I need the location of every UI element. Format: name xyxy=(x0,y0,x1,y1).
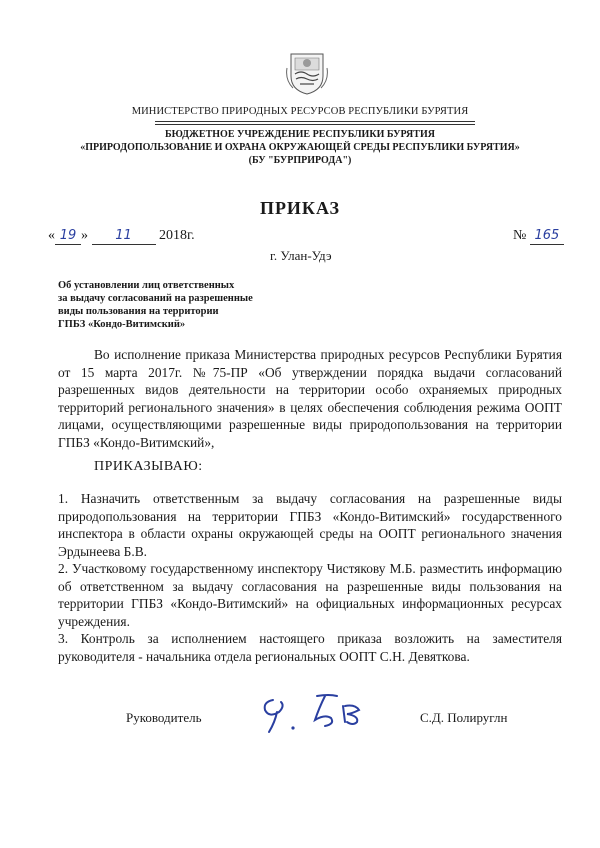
decree-item-2: 2. Участковому государственному инспектору Чистякову М.Б. разместить информацию об ответственном за выдачу согласования на разрешенные виды пользования на территории ГПБЗ «Кондо-Витимский» на официальных информационных ресурсах учреждения. xyxy=(58,561,562,629)
number-value: 165 xyxy=(534,228,560,243)
preamble-paragraph: Во исполнение приказа Министерства природных ресурсов Республики Бурятия от 15 марта 2017г. №75-ПР «Об утверждении порядка выдачи согласований разрешенных видов деятельности на территории особо охраняемых природных территорий регионального значения» в целях обеспечения соблюдения режима ООПТ лицами, осуществляющими разрешенные виды природопользования на территории ГПБЗ «Кондо-Витимский», xyxy=(58,347,562,450)
order-subject xyxy=(58,279,288,331)
institution-line-3: (БУ "БУРПРИРОДА") xyxy=(248,155,352,166)
city: г. Улан-Удэ xyxy=(270,248,332,263)
decree-heading: ПРИКАЗЫВАЮ: xyxy=(94,459,203,474)
republic-emblem-icon xyxy=(285,48,329,96)
signer-name: С.Д. Полируглн xyxy=(420,710,508,725)
date-year: 2018г. xyxy=(159,228,195,243)
institution-line-2: «ПРИРОДОПОЛЬЗОВАНИЕ И ОХРАНА ОКРУЖАЮЩЕЙ СРЕДЫ РЕСПУБЛИКИ БУРЯТИЯ» xyxy=(80,142,520,153)
subject-line-1: Об установлении лиц ответственных xyxy=(58,280,235,291)
decree-item-3: 3. Контроль за исполнением настоящего приказа возложить на заместителя руководителя - начальника отдела региональных ООПТ С.Н. Девяткова. xyxy=(58,631,562,664)
subject-line-4: ГПБЗ «Кондо-Витимский» xyxy=(58,319,186,330)
subject-line-3: виды пользования на территории xyxy=(58,306,219,317)
institution-line-1: БЮДЖЕТНОЕ УЧРЕЖДЕНИЕ РЕСПУБЛИКИ БУРЯТИЯ xyxy=(165,129,435,140)
decree-item-1: 1. Назначить ответственным за выдачу согласования на разрешенные виды природопользования на территории ГПБЗ «Кондо-Витимский» государственного инспектора в области охраны окружающей среды на ООПТ регионального значения Эрдынеева Б.В. xyxy=(58,491,562,559)
date-month: 11 xyxy=(115,228,132,243)
handwritten-signature xyxy=(255,688,395,738)
date-close-quote: » xyxy=(81,228,88,243)
signer-title: Руководитель xyxy=(126,710,202,725)
decree-items xyxy=(58,490,562,665)
date-open-quote: « xyxy=(48,228,55,243)
date-day: 19 xyxy=(59,228,77,243)
header-rule-top xyxy=(155,121,475,122)
order-date xyxy=(48,228,195,245)
ministry-name: МИНИСТЕРСТВО ПРИРОДНЫХ РЕСУРСОВ РЕСПУБЛИКИ БУРЯТИЯ xyxy=(131,106,469,117)
order-number xyxy=(513,228,564,245)
header-rule-bottom xyxy=(155,124,475,125)
number-prefix: № xyxy=(513,228,527,243)
order-title: ПРИКАЗ xyxy=(259,198,341,218)
subject-line-2: за выдачу согласований на разрешенные xyxy=(58,293,253,304)
